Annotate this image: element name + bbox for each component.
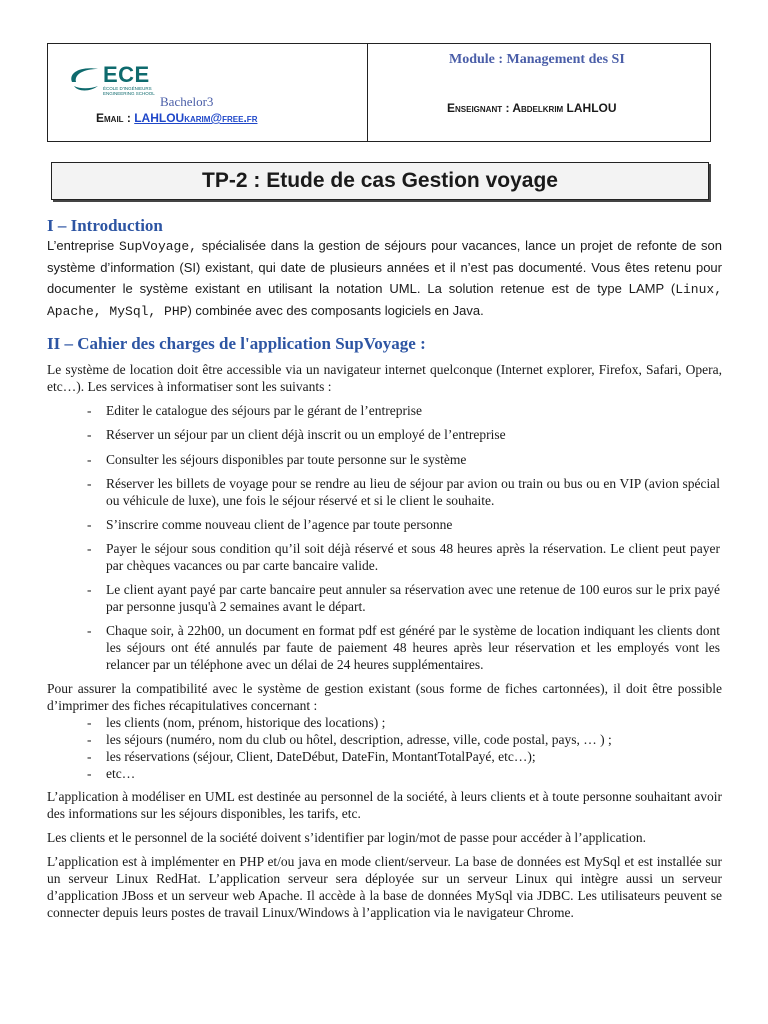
- intro-code-stack: Linux, Apache, MySql, PHP: [47, 282, 722, 319]
- spec-lead-paragraph: Le système de location doit être accessible via un navigateur internet quelconque (Internet explorer, Firefox, Safari, Opera, etc…). Les services à informatiser sont les suivants :: [47, 362, 722, 394]
- list-dash: -: [87, 452, 92, 467]
- title-box: [51, 162, 709, 200]
- list-item-text: les séjours (numéro, nom du club ou hôtel, description, adresse, ville, code postal, pays, … ) ;: [106, 732, 612, 747]
- intro-text-1: L’entreprise: [47, 238, 119, 253]
- list-dash: -: [87, 749, 92, 764]
- logo-text: ECE: [103, 62, 150, 87]
- module-label: Module : Management des SI: [449, 52, 625, 67]
- list-dash: -: [87, 582, 92, 597]
- ece-swoosh-icon: [64, 64, 104, 96]
- list-dash: -: [87, 476, 92, 491]
- list-dash: -: [87, 623, 92, 638]
- implementation-paragraph: L’application est à implémenter en PHP et/ou java en mode client/serveur. La base de données est MySql et est installée sur un serveur Linux RedHat. L’application serveur sera déployée sur un serveur Linux qui intègre aussi un serveur d’application JBoss et un serveur web Apache. Il accède à la base de données MySql via JDBC. Les utilisateurs peuvent se connecter depuis leurs postes de travail Linux/Windows à l’application via le navigateur Chrome.: [47, 854, 722, 920]
- list-item-text: Chaque soir, à 22h00, un document en format pdf est généré par le système de location indiquant les clients dont les séjours ont été annulés par faute de paiement 48 heures après leur réservation et les employés vont les relancer par un téléphone avec un délai de 24 heures supplémentaires.: [106, 623, 720, 672]
- list-item-text: etc…: [106, 766, 136, 781]
- logo-subtext: ÉCOLE D'INGÉNIEURS ENGINEERING SCHOOL: [103, 86, 155, 96]
- list-dash: -: [87, 766, 92, 781]
- ece-logo: [64, 64, 154, 102]
- header-left-cell: [48, 44, 368, 141]
- intro-code-company: SupVoyage,: [118, 239, 197, 254]
- list-dash: -: [87, 715, 92, 730]
- list-item-text: Editer le catalogue des séjours par le gérant de l’entreprise: [106, 403, 422, 418]
- list-item-text: les réservations (séjour, Client, DateDébut, DateFin, MontantTotalPayé, etc…);: [106, 749, 536, 764]
- uml-paragraph: L’application à modéliser en UML est destinée au personnel de la société, à leurs clients et à toute personne souhaitant avoir des informations sur les séjours disponibles, les tarifs, etc.: [47, 789, 722, 821]
- list-dash: -: [87, 403, 92, 418]
- list-item-text: Le client ayant payé par carte bancaire peut annuler sa réservation avec une retenue de 100 euros sur le prix payé par personne jusqu'à 2 semaines avant le départ.: [106, 582, 720, 614]
- list-dash: -: [87, 541, 92, 556]
- list-item-text: Payer le séjour sous condition qu’il soit déjà réservé et sous 48 heures après la réservation. Le client peut payer par chèques vacances ou par carte bancaire valide.: [106, 541, 720, 573]
- intro-text-3: ) combinée avec des composants logiciels en Java.: [187, 303, 484, 318]
- compat-paragraph: Pour assurer la compatibilité avec le système de gestion existant (sous forme de fiches cartonnées), il doit être possible d’imprimer des fiches récapitulatives concernant :: [47, 681, 722, 713]
- email-line: [96, 111, 257, 125]
- login-paragraph: Les clients et le personnel de la société doivent s’identifier par login/mot de passe pour accéder à l’application.: [47, 830, 647, 845]
- page-title: TP-2 : Etude de cas Gestion voyage: [202, 169, 558, 192]
- program-label: Bachelor3: [160, 94, 214, 109]
- email-label: Email :: [96, 111, 135, 125]
- document-header: [47, 43, 711, 142]
- list-dash: -: [87, 732, 92, 747]
- teacher-label: Enseignant : Abdelkrim LAHLOU: [447, 101, 617, 115]
- intro-text-2: spécialisée dans la gestion de séjours pour vacances, lance un projet de refonte de son système d’information (SI) existant, qui date de plusieurs années et il n’est pas documenté. Vous êtes retenu pour documenter le système existant en utilisant la notation UML. La solution retenue est de type LAMP (: [47, 238, 722, 296]
- list-dash: -: [87, 517, 92, 532]
- intro-paragraph: [47, 235, 722, 322]
- list-item-text: les clients (nom, prénom, historique des locations) ;: [106, 715, 386, 730]
- section-heading-specifications: II – Cahier des charges de l'application SupVoyage :: [47, 334, 426, 353]
- email-link[interactable]: LAHLOUkarim@free.fr: [134, 111, 258, 125]
- header-right-cell: [368, 44, 710, 141]
- list-dash: -: [87, 427, 92, 442]
- list-item-text: S’inscrire comme nouveau client de l’agence par toute personne: [106, 517, 453, 532]
- list-item-text: Réserver un séjour par un client déjà inscrit ou un employé de l’entreprise: [106, 427, 506, 442]
- section-heading-introduction: I – Introduction: [47, 216, 163, 235]
- list-item-text: Consulter les séjours disponibles par toute personne sur le système: [106, 452, 467, 467]
- list-item-text: Réserver les billets de voyage pour se rendre au lieu de séjour par avion ou train ou bus ou en VIP (avion spécial ou véhicule de luxe), une fois le séjour réservé et si le client le souhaite.: [106, 476, 720, 508]
